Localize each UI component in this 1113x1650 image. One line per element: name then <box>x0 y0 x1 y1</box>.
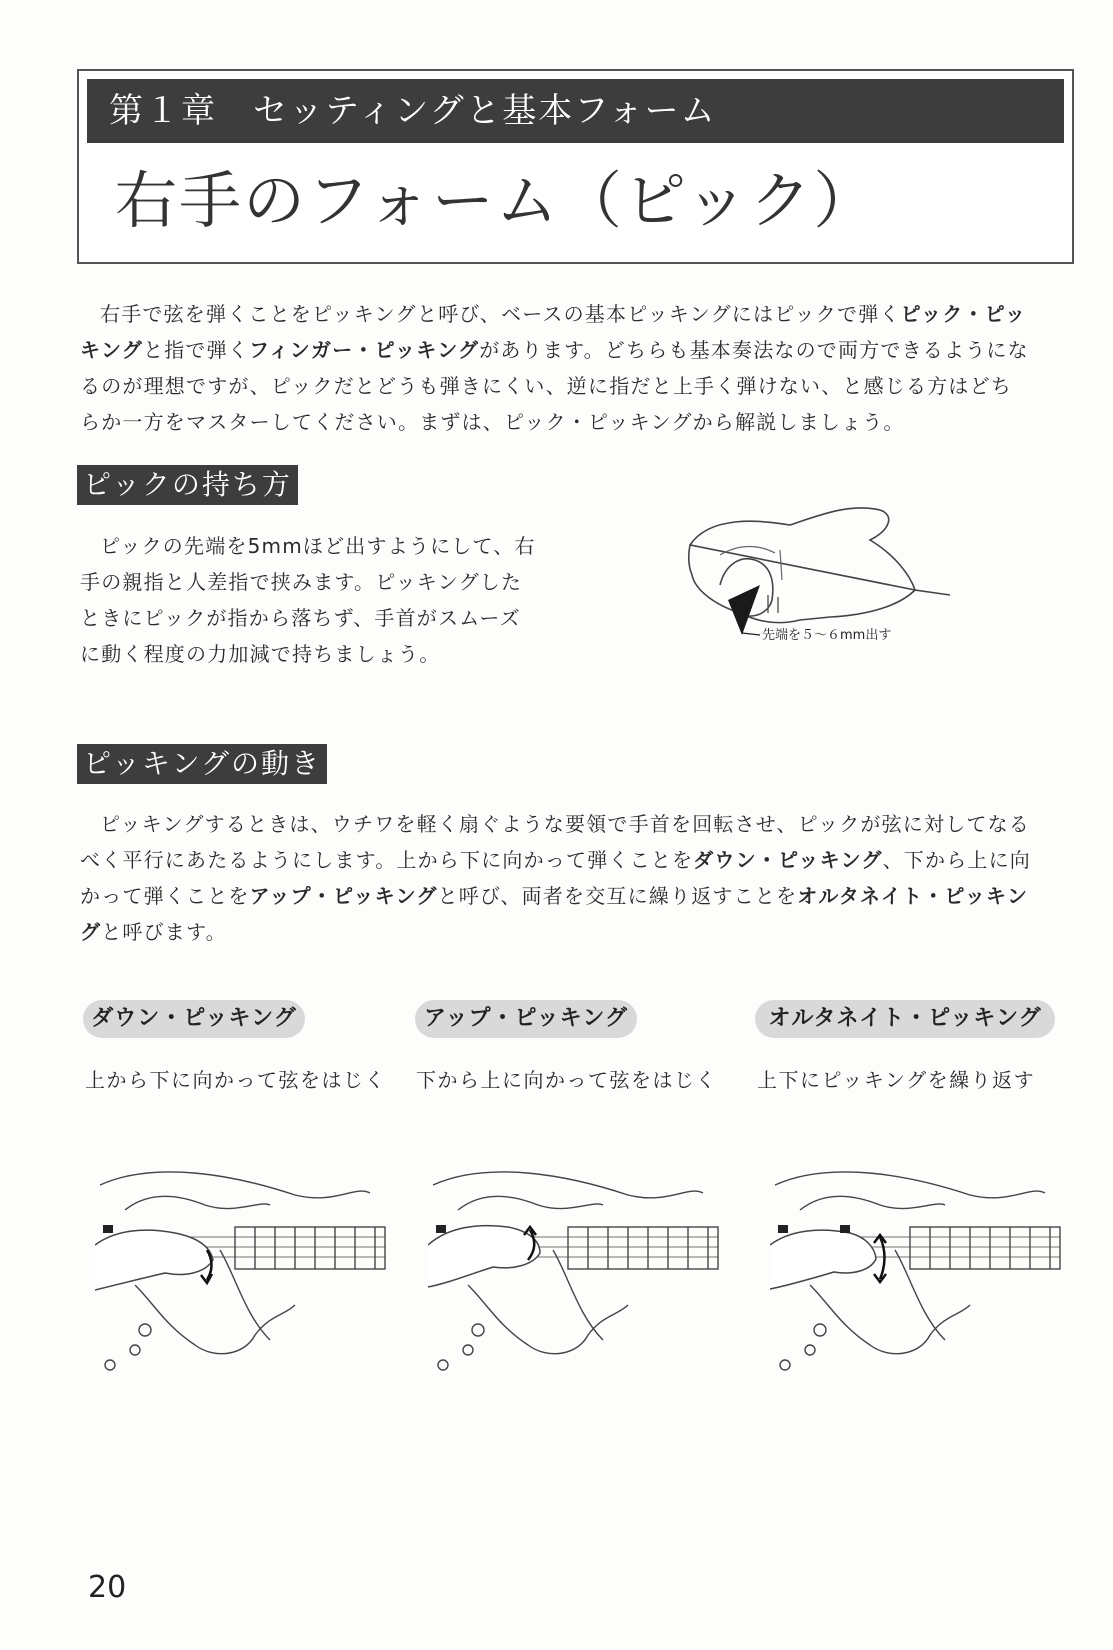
title-box <box>77 69 1074 264</box>
term-pick-picking: ピック・ピッキング <box>80 302 1027 362</box>
holding-paragraph: ピックの先端を5mmほど出すようにして、右手の親指と人差指で挟みます。ピッキングしたときにピックが指から落ちず、手首がスムーズに動く程度の力加減で持ちましょう。 <box>80 534 536 666</box>
alternate-arrow-icon <box>880 1237 885 1279</box>
up-picking-illustration <box>428 1155 728 1385</box>
page-title: 右手のフォーム（ピック） <box>115 164 878 237</box>
term-finger-picking: フィンガー・ピッキング <box>249 338 480 362</box>
intro-paragraph: 右手で弦を弾くことをピッキングと呼び、ベースの基本ピッキングにはピックで弾くピック・ピッキングと指で弾くフィンガー・ピッキングがあります。どちらも基本奏法なので両方できるようになるのが理想ですが、ピックだとどうも弾きにくい、逆に指だと上手く弾けない、と感じる方はどちらか一方をマスターしてください。まずは、ピック・ピッキングから解説しましょう。 <box>80 302 1029 434</box>
caption-up-picking: 下から上に向かって弦をはじく <box>416 1068 717 1092</box>
pick-icon <box>728 585 760 635</box>
motion-paragraph: ピッキングするときは、ウチワを軽く扇ぐような要領で手首を回転させ、ピックが弦に対してなるべく平行にあたるようにします。上から下に向かって弾くことをダウン・ピッキング、下から上に向かって弾くことをアップ・ピッキングと呼び、両者を交互に繰り返すことをオルタネイト・ピッキングと呼びます。 <box>80 812 1032 944</box>
hand-outline <box>689 508 950 623</box>
alternate-picking-illustration <box>770 1155 1070 1385</box>
pickup-marker <box>103 1225 113 1233</box>
pickup-marker-2 <box>840 1225 850 1233</box>
hand-holding-pick-illustration <box>680 495 960 675</box>
pick-tip-label: 先端を５～６mm出す <box>762 628 892 643</box>
down-picking-illustration <box>95 1155 395 1385</box>
hand-outline <box>95 1230 213 1290</box>
pickup-marker <box>778 1225 788 1233</box>
page-number: 20 <box>88 1570 127 1605</box>
term-up-picking: アップ・ピッキング <box>249 884 438 908</box>
chapter-heading: 第１章 セッティングと基本フォーム <box>87 79 1064 143</box>
section-heading-motion: ピッキングの動き <box>77 744 327 784</box>
caption-alternate-picking: 上下にピッキングを繰り返す <box>757 1068 1036 1092</box>
finger-crease <box>720 547 782 581</box>
label-down-picking: ダウン・ピッキング <box>83 1000 305 1038</box>
caption-down-picking: 上から下に向かって弦をはじく <box>85 1068 386 1092</box>
term-alternate-picking: オルタネイト・ピッキング <box>80 884 1029 944</box>
leader-line <box>742 633 760 635</box>
hand-outline <box>770 1230 876 1289</box>
section-heading-holding: ピックの持ち方 <box>77 465 298 505</box>
hand-outline <box>428 1226 540 1287</box>
label-alternate-picking: オルタネイト・ピッキング <box>755 1000 1055 1038</box>
label-up-picking: アップ・ピッキング <box>415 1000 637 1038</box>
pickup-marker <box>436 1225 446 1233</box>
term-down-picking: ダウン・ピッキング <box>693 848 883 872</box>
